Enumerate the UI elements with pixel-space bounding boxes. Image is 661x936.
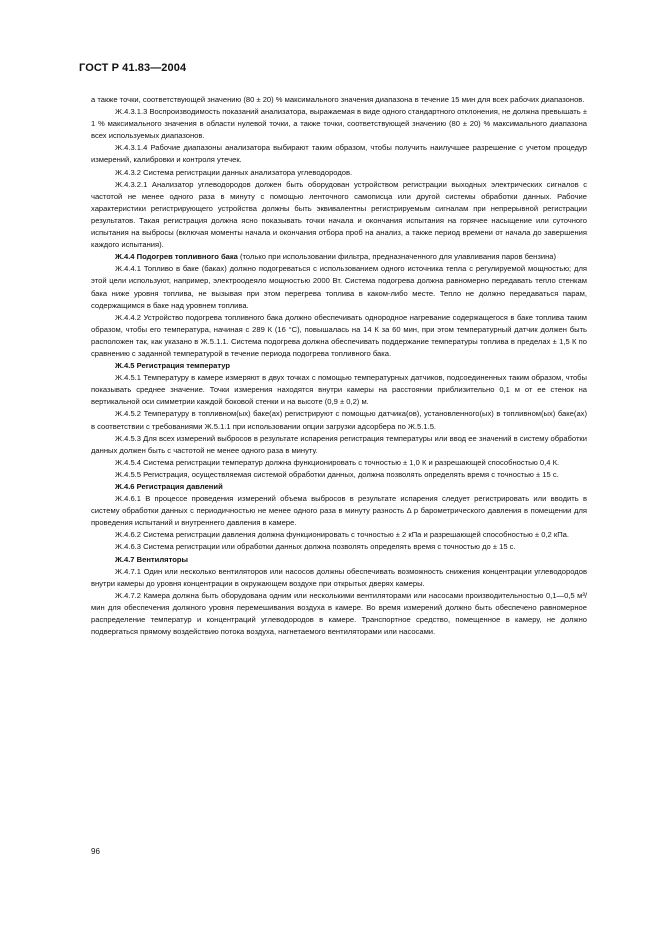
paragraph-text: Ж.4.7.2 Камера должна быть оборудована одним или несколькими вентиляторами или насосами производительностью 0,1—0,5 м³/мин для обеспечения должного уровня перемешивания воздуха в камере. Во время измерений должно быть обеспечено равномерное распределение температур и концентраций углеводородов в камере. Транспортное средство, помещенное в камеру, не должно подвергаться прямому воздействию потока воздуха, нагнетаемого вентиляторами или насосами. [91, 590, 587, 637]
page-number: 96 [91, 847, 100, 856]
paragraph [91, 94, 587, 106]
paragraph-text: Ж.4.5.4 Система регистрации температур должна функционировать с точностью ± 1,0 К и разрешающей способностью 0,4 К. [115, 457, 560, 467]
paragraph-text: Ж.4.5.3 Для всех измерений выбросов в результате испарения регистрация температуры или ввод ее значений в систему обработки данных должен быть с частотой не менее одного раза в минуту. [91, 433, 587, 455]
section-paragraph [91, 554, 587, 566]
paragraph-text: Ж.4.3.1.4 Рабочие диапазоны анализатора выбирают таким образом, чтобы получить наилучшее разрешение с учетом процедур измерений, калибровки и контроля утечек. [91, 143, 587, 165]
paragraph [91, 263, 587, 311]
section-heading: Ж.4.4 Подогрев топливного бака [115, 252, 238, 262]
paragraph-text: Ж.4.5.2 Температуру в топливном(ых) баке(ах) регистрируют с помощью датчика(ов), установленного(ых) в топливном(ых) баке(ах) в соответствии с требованиями Ж.5.1.1 при использовании опции загрузки адсорбера по Ж.5.1.5. [91, 409, 587, 431]
paragraph [91, 493, 587, 529]
paragraph-text: Ж.4.5.5 Регистрация, осуществляемая системой обработки данных, должна позволять определять время с точностью ± 15 с. [115, 469, 559, 479]
paragraph [91, 142, 587, 166]
paragraph [91, 469, 587, 481]
paragraph-text: Ж.4.6.3 Система регистрации или обработки данных должна позволять определять время с точностью до ± 15 с. [115, 542, 516, 552]
paragraph [91, 408, 587, 432]
paragraph-text: Ж.4.3.2 Система регистрации данных анализатора углеводородов. [115, 167, 353, 177]
paragraph [91, 541, 587, 553]
paragraph-text: Ж.4.5.1 Температуру в камере измеряют в двух точках с помощью температурных датчиков, подсоединенных таким образом, чтобы показывать среднее значение. Точки измерения находятся внутри камеры на расстоянии приблизительно 0,1 м от ее стенок на вертикальной оси симметрии каждой боковой стенки и на высоте (0,9 ± 0,2) м. [91, 373, 587, 407]
section-heading: Ж.4.6 Регистрация давлений [115, 482, 223, 491]
document-header: ГОСТ Р 41.83—2004 [79, 62, 187, 74]
paragraph [91, 433, 587, 457]
paragraph-text: (только при использовании фильтра, предназначенного для улавливания паров бензина) [237, 252, 557, 262]
document-body [91, 94, 587, 638]
paragraph [91, 590, 587, 638]
paragraph-text: а также точки, соответствующей значению (80 ± 20) % максимального значения диапазона в течение 15 мин для всех рабочих диапазонов. [91, 95, 585, 104]
section-paragraph [91, 360, 587, 372]
section-paragraph [91, 251, 587, 263]
paragraph-text: Ж.4.3.2.1 Анализатор углеводородов должен быть оборудован устройством регистрации выходных электрических сигналов с частотой не менее одного раза в минуту с помощью ленточного самописца или другой системы обработки данных. Рабочие характеристики регистрирующего устройства должны быть эквивалентны регистрируемым сигналам при непрерывной регистрации результатов. Такая регистрация должна ясно показывать точки начала и окончания испытания на горячее насыщение или суточного испытания на выбросы (включая моменты начала и окончания отбора проб на анализ, а также период времени от начала до завершения каждого испытания). [91, 179, 587, 250]
paragraph-text: Ж.4.4.2 Устройство подогрева топливного бака должно обеспечивать однородное нагревание содержащегося в баке топлива таким образом, чтобы его температура, начиная с 289 К (16 °С), повышалась на 14 К за 60 мин, при этом температурный датчик должен быть расположен так, как указано в Ж.5.1.1. Система подогрева должна обеспечивать поддержание температуры топлива в пределах ± 1,5 К по сравнению с заданной температурой в течение периода подогрева топливного бака. [91, 312, 587, 358]
paragraph [91, 372, 587, 408]
section-heading: Ж.4.7 Вентиляторы [115, 554, 188, 564]
section-heading: Ж.4.5 Регистрация температур [115, 361, 231, 371]
paragraph-text: Ж.4.6.1 В процессе проведения измерений объема выбросов в результате испарения следует регистрировать или вводить в систему обработки данных с периодичностью не менее одного раза в минуту разность Δ p барометрического давления в помещении для проведения испытаний и внутреннего давления в камере. [91, 494, 587, 528]
paragraph-text: Ж.4.3.1.3 Воспроизводимость показаний анализатора, выражаемая в виде одного стандартного отклонения, не должна превышать ± 1 % максимального значения в области нулевой точки, а также точки, соответствующей значению (80 ± 20) % максимального диапазона всех используемых диапазонов. [91, 107, 588, 141]
paragraph-text: Ж.4.7.1 Один или несколько вентиляторов или насосов должны обеспечивать возможность снижения концентрации углеводородов внутри камеры до уровня концентрации в окружающем воздухе при открытых дверях камеры. [91, 566, 587, 588]
paragraph [91, 167, 587, 179]
paragraph [91, 457, 587, 469]
section-paragraph [91, 481, 587, 493]
paragraph-text: Ж.4.6.2 Система регистрации давления должна функционировать с точностью ± 2 кПа и разрешающей способностью ± 0,2 кПа. [115, 530, 569, 540]
paragraph [91, 566, 587, 590]
paragraph-text: Ж.4.4.1 Топливо в баке (баках) должно подогреваться с использованием одного источника тепла с регулируемой мощностью; для этой цели используют, например, электроодеяло мощностью 2000 Вт. Система подогрева должна равномерно передавать тепло стенкам бака ниже уровня топлива, не вызывая при этом перегрева топлива в каком-либо месте. Тепло не должно передаваться парам, содержащимся в баке над уровнем топлива. [91, 264, 587, 310]
paragraph [91, 529, 587, 541]
paragraph [91, 179, 587, 252]
paragraph [91, 312, 587, 360]
paragraph [91, 106, 587, 142]
